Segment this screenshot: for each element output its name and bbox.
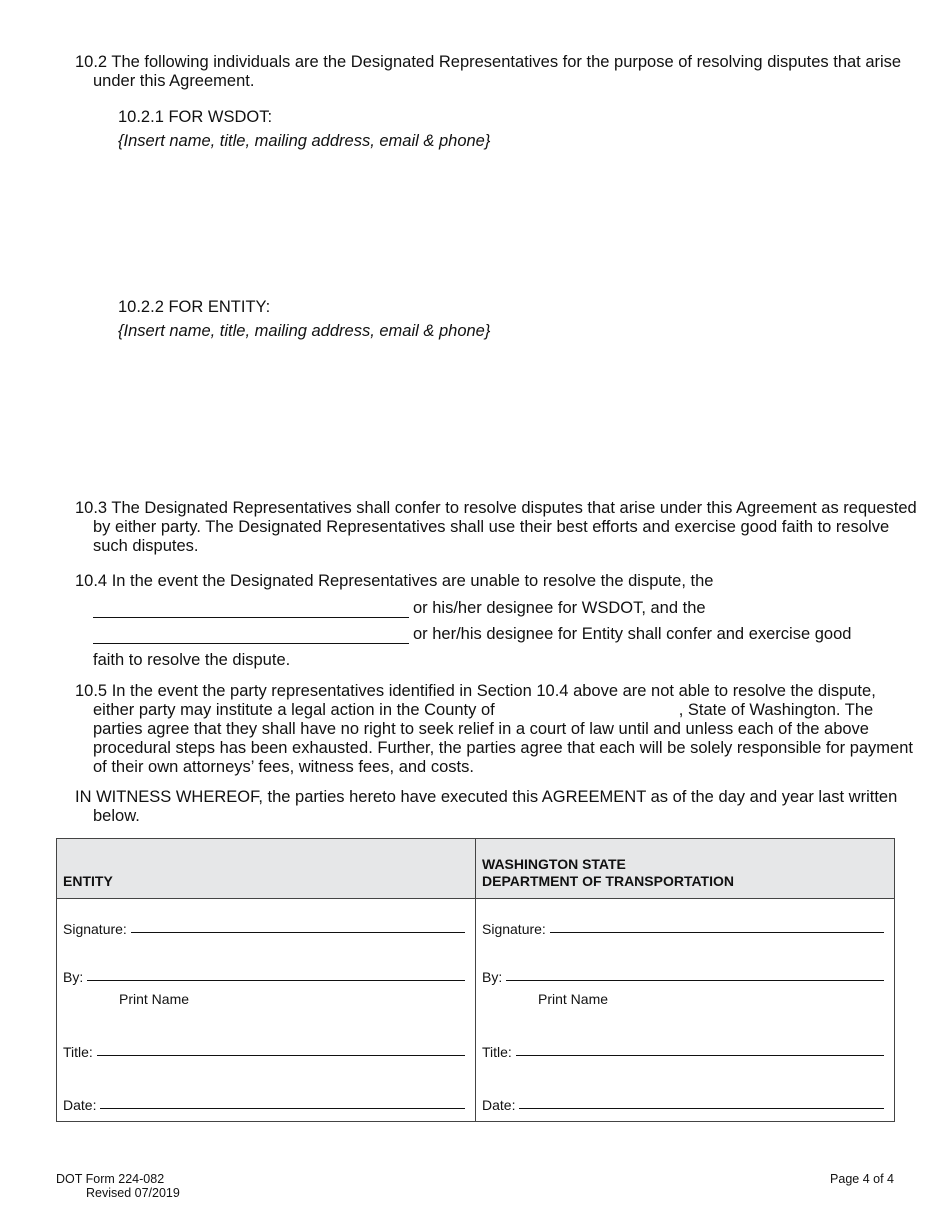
by-label: By: — [482, 969, 503, 985]
wsdot-title-field[interactable] — [482, 1044, 884, 1060]
section-10-5-part2: , State of Washington. The parties agree that they shall have no right to seek relief in a court of law until and unless each of the above procedural steps has been exhausted. Further, the parties agree that each will be solely responsible for payment of their own attorneys’ fees, witness fees, and costs. — [93, 701, 913, 776]
date-label: Date: — [482, 1097, 516, 1113]
section-10-2-intro: 10.2 The following individuals are the Designated Representatives for the purpose of resolving disputes that arise under this Agreement. — [75, 53, 902, 90]
by-label: By: — [63, 969, 84, 985]
wsdot-header-line2: DEPARTMENT OF TRANSPORTATION — [482, 873, 734, 889]
entity-signature-cell — [57, 899, 476, 1122]
signature-label: Signature: — [482, 921, 546, 937]
section-10-5-part1: 10.5 In the event the party representatives identified in Section 10.4 above are not able to resolve the dispute, either party may institute a legal action in the County of — [75, 682, 876, 719]
entity-signature-field[interactable] — [63, 921, 465, 937]
entity-designee-blank[interactable] — [93, 629, 409, 644]
section-10-4-line3 — [93, 625, 851, 644]
entity-header-cell — [57, 839, 476, 899]
wsdot-heading: 10.2.1 FOR WSDOT: — [118, 108, 273, 126]
entity-heading: 10.2.2 FOR ENTITY: — [118, 298, 271, 316]
wsdot-signature-cell — [476, 899, 895, 1122]
wsdot-by-field[interactable] — [482, 969, 884, 985]
revised-date: Revised 07/2019 — [86, 1186, 180, 1200]
entity-header: ENTITY — [63, 873, 113, 889]
wsdot-placeholder: {Insert name, title, mailing address, email & phone} — [118, 132, 491, 150]
section-10-4-line2-text: or his/her designee for WSDOT, and the — [413, 599, 706, 617]
entity-by-field[interactable] — [63, 969, 465, 985]
entity-date-field[interactable] — [63, 1097, 465, 1113]
witness-clause: IN WITNESS WHEREOF, the parties hereto have executed this AGREEMENT as of the day and year last written below. — [75, 788, 898, 825]
wsdot-date-field[interactable] — [482, 1097, 884, 1113]
entity-placeholder: {Insert name, title, mailing address, email & phone} — [118, 322, 491, 340]
section-10-3: 10.3 The Designated Representatives shall confer to resolve disputes that arise under this Agreement as requested by either party. The Designated Representatives shall use their best efforts and exercise good faith to resolve such disputes. — [75, 499, 917, 555]
page-number: Page 4 of 4 — [830, 1172, 894, 1186]
wsdot-header-cell — [476, 839, 895, 899]
wsdot-signature-field[interactable] — [482, 921, 884, 937]
wsdot-header-line1: WASHINGTON STATE — [482, 856, 626, 872]
section-10-4-line3-text: or her/his designee for Entity shall confer and exercise good — [413, 625, 852, 643]
entity-title-field[interactable] — [63, 1044, 465, 1060]
title-label: Title: — [63, 1044, 93, 1060]
wsdot-designee-blank[interactable] — [93, 603, 409, 618]
form-number: DOT Form 224-082 — [56, 1172, 165, 1186]
section-10-5 — [75, 682, 913, 777]
wsdot-print-name-caption: Print Name — [538, 991, 609, 1007]
signature-table — [56, 838, 895, 1122]
signature-label: Signature: — [63, 921, 127, 937]
section-10-4-line4: faith to resolve the dispute. — [93, 651, 291, 669]
title-label: Title: — [482, 1044, 512, 1060]
section-10-4-line2 — [93, 599, 706, 618]
section-10-4-line1: 10.4 In the event the Designated Representatives are unable to resolve the dispute, the — [75, 572, 714, 590]
date-label: Date: — [63, 1097, 97, 1113]
entity-print-name-caption: Print Name — [119, 991, 190, 1007]
